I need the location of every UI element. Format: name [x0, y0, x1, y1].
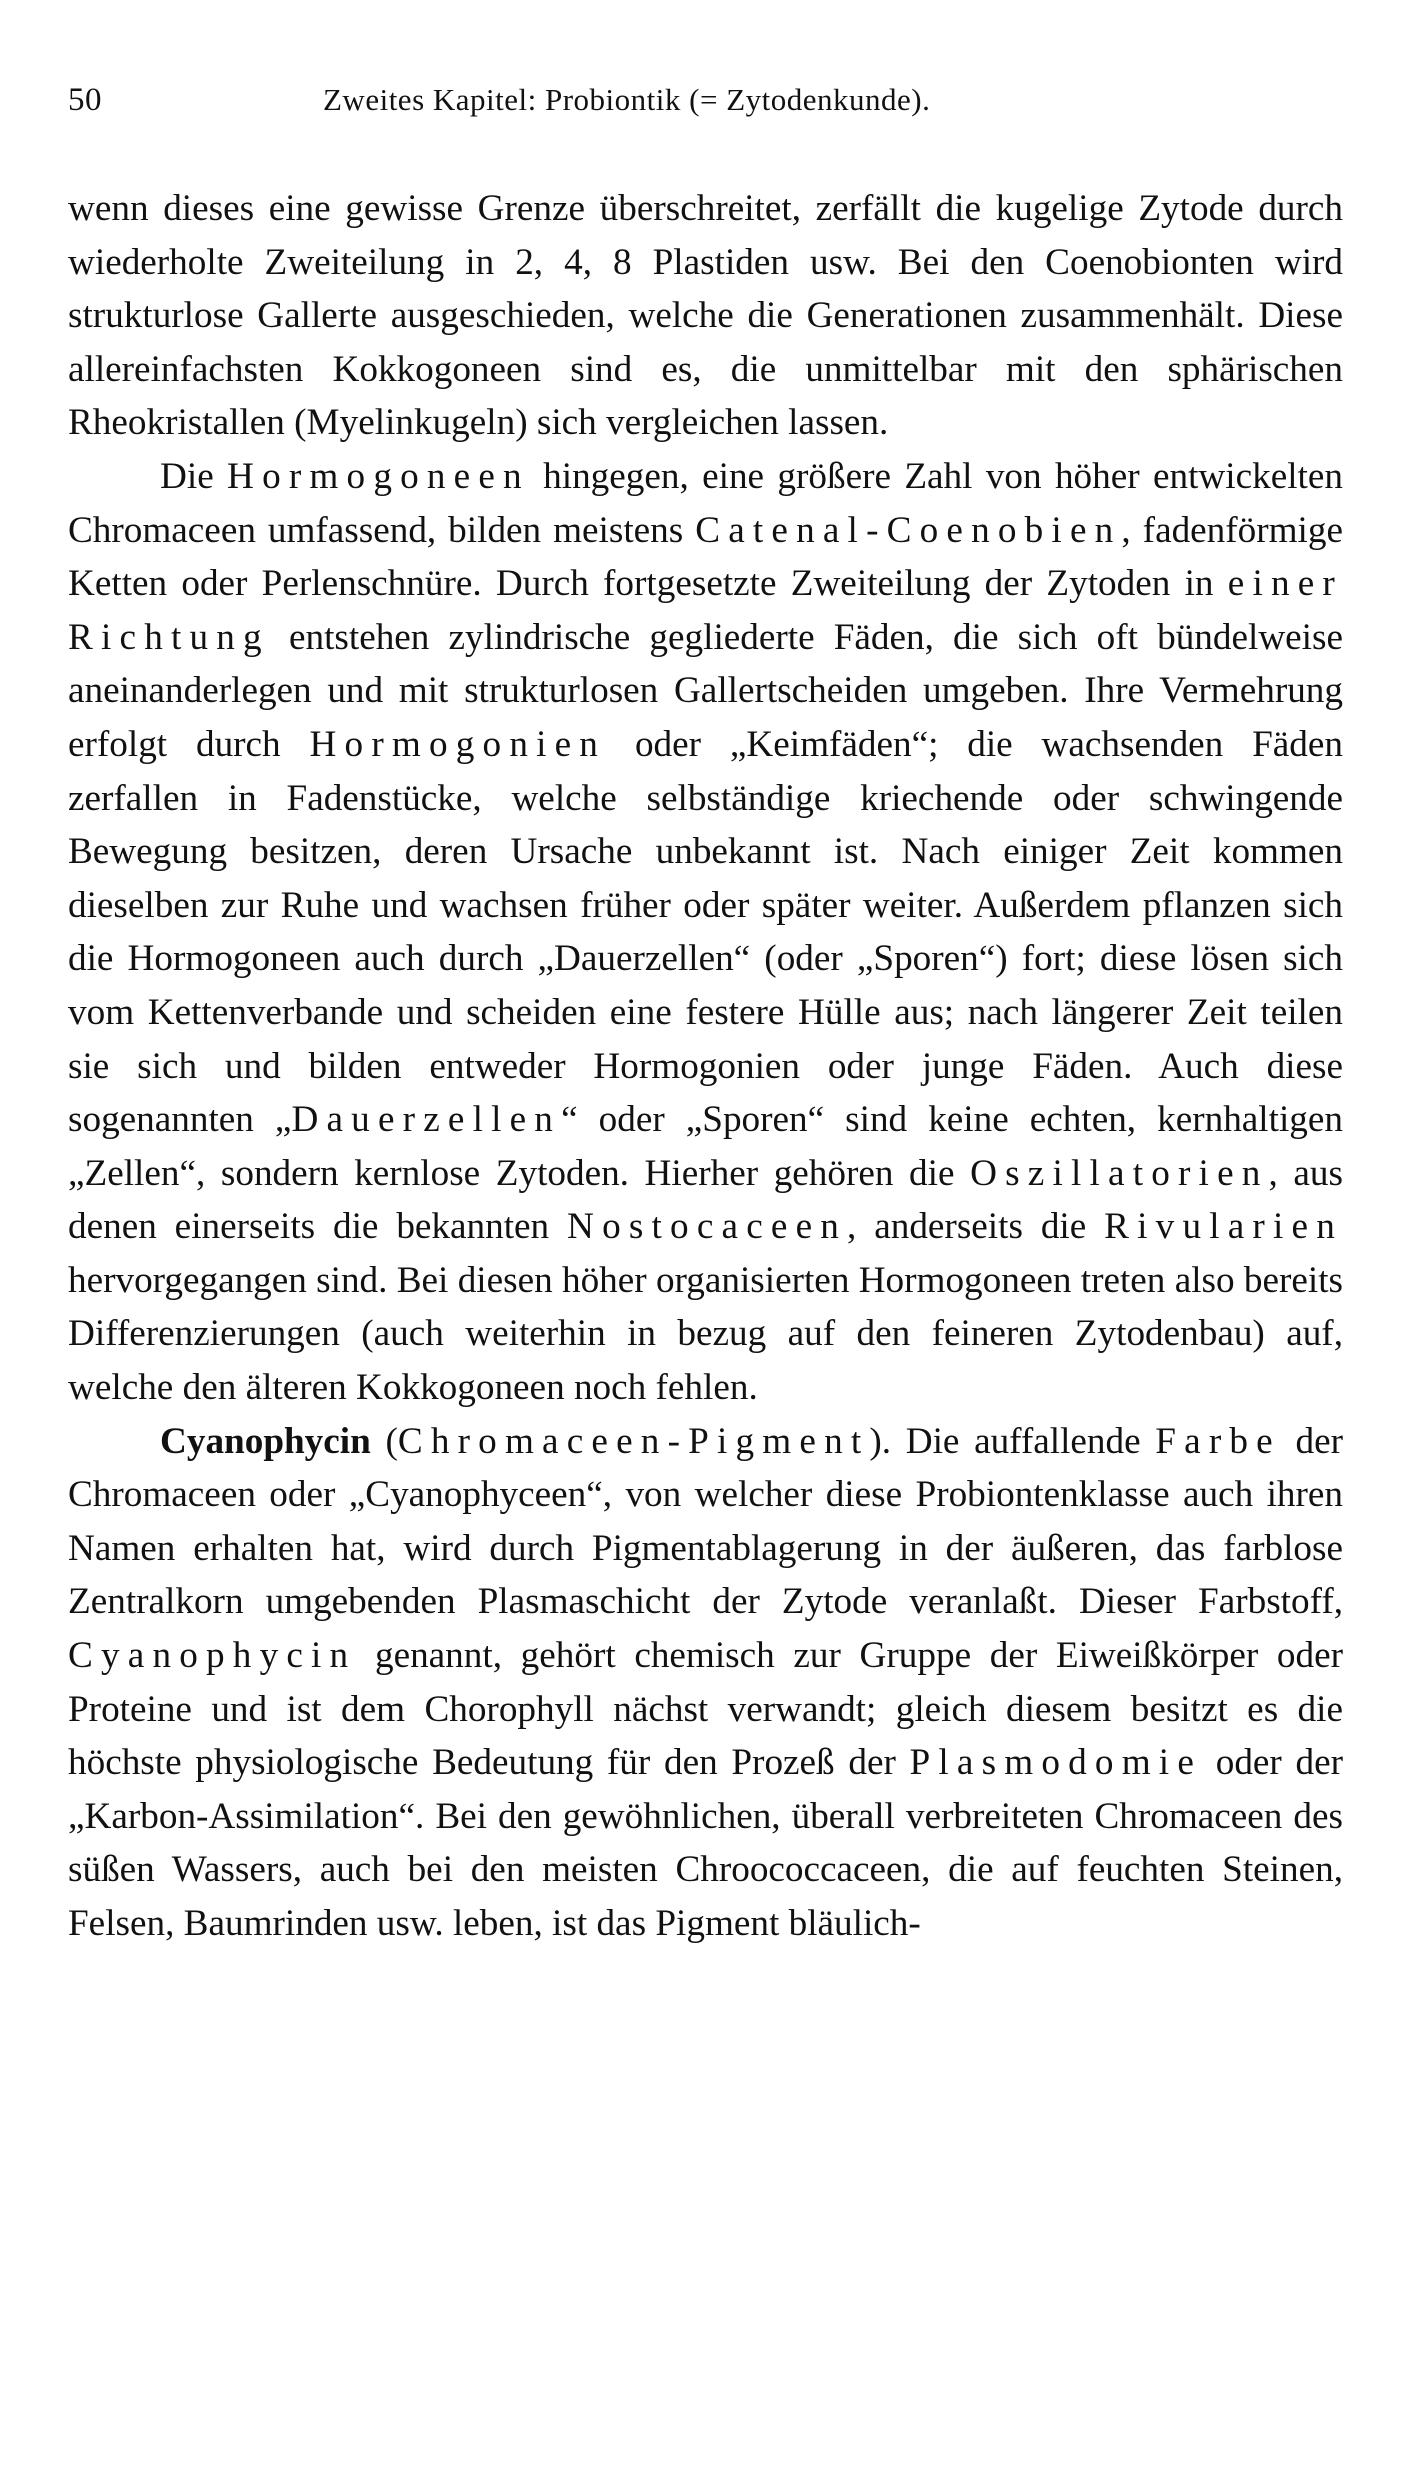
- text-run: genannt, gehört chemisch zur Gruppe der Eiweißkörper oder Proteine und ist dem Chorophyll nächst verwandt; gleich diesem besitzt es die höchste physiologische Bedeutung für den Prozeß der: [68, 1635, 1343, 1784]
- spaced-term: Chromaceen-Pigment: [397, 1420, 870, 1462]
- text-run: hervorgegangen sind. Bei diesen höher organisierten Hormogoneen treten also bereits Differenzierungen (auch weiterhin in bezug auf den feineren Zytodenbau) auf, welche den älteren Kokkogoneen noch fehlen.: [68, 1259, 1344, 1409]
- text-run: (: [370, 1420, 398, 1462]
- page-header: [68, 82, 1343, 142]
- page-number: 50: [68, 82, 102, 118]
- spaced-term: Hormogonien: [309, 723, 607, 765]
- paragraph: [68, 450, 1343, 1415]
- section-keyword: Cyanophycin: [160, 1420, 371, 1462]
- text-run: hingegen, eine größere Zahl von höher entwickelten Chromaceen umfassend, bilden meistens: [68, 455, 1343, 551]
- text-run: oder „Keimfäden“; die wachsenden Fäden zerfallen in Fadenstücke, welche selbständige kriechende oder schwingende Bewegung besitzen, deren Ursache unbekannt ist. Nach einiger Zeit kommen dieselben zur Ruhe und wachsen früher oder später weiter. Außerdem pflanzen sich die Hormogoneen auch durch „Dauerzellen“ (oder „Sporen“) fort; diese lösen sich vom Kettenverbande und scheiden eine festere Hülle aus; nach längerer Zeit teilen sie sich und bilden entweder Hormogonien oder junge Fäden. Auch diese sogenannten „: [68, 723, 1343, 1141]
- spaced-term: Catenal-Coenobien: [695, 509, 1122, 551]
- spaced-term: Farbe: [1155, 1420, 1281, 1462]
- text-run: , anderseits die: [847, 1206, 1105, 1248]
- spaced-term: Nostocaceen: [567, 1206, 848, 1248]
- paragraph: [68, 182, 1343, 450]
- text-run: “ oder „Sporen“ sind keine echten, kernhaltigen „Zellen“, sondern kernlose Zytoden. Hierher gehören die: [68, 1099, 1344, 1194]
- text-run: entstehen zylindrische gegliederte Fäden, die sich oft bündelweise aneinanderlegen und mit strukturlosen Gallertscheiden umgeben. Ihre Vermehrung erfolgt durch: [68, 616, 1343, 765]
- text-run: Die: [160, 455, 228, 497]
- spaced-term: Rivularien: [1104, 1206, 1343, 1248]
- paragraph: [68, 1415, 1343, 1951]
- text-run: oder der „Karbon-Assimilation“. Bei den gewöhnlichen, überall verbreiteten Chromaceen des süßen Wassers, auch bei den meisten Chroococcaceen, die auf feuchten Steinen, Felsen, Baumrinden usw. leben, ist das Pigment bläulich-: [68, 1742, 1343, 1944]
- spaced-term: Plasmodomie: [909, 1742, 1203, 1784]
- text-run: ). Die auffallende: [869, 1420, 1156, 1462]
- body-text: [68, 182, 1343, 1951]
- spaced-term: einer Richtung: [68, 563, 1343, 658]
- spaced-term: Dauerzellen: [291, 1099, 562, 1141]
- spaced-term: Hormogoneen: [227, 455, 530, 497]
- text-run: , aus denen einerseits die bekannten: [68, 1152, 1343, 1248]
- text-run: der Chromaceen oder „Cyanophyceen“, von welcher diese Probiontenklasse auch ihren Namen erhalten hat, wird durch Pigmentablagerung in der äußeren, das farblose Zentralkorn umgebenden Plasmaschicht der Zytode veranlaßt. Dieser Farbstoff,: [68, 1420, 1344, 1623]
- book-page: [68, 82, 1343, 2412]
- text-run: , fadenförmige Ketten oder Perlenschnüre. Durch fortgesetzte Zweiteilung der Zytoden in: [68, 509, 1343, 605]
- spaced-term: Oszillatorien: [970, 1152, 1269, 1194]
- spaced-term: Cyanophycin: [68, 1635, 357, 1677]
- text-run: wenn dieses eine gewisse Grenze überschreitet, zerfällt die kugelige Zytode durch wiederholte Zweiteilung in 2, 4, 8 Plastiden usw. Bei den Coenobionten wird strukturlose Gallerte ausgeschieden, welche die Generationen zusammenhält. Diese allereinfachsten Kokkogoneen sind es, die unmittelbar mit den sphärischen Rheokristallen (Myelinkugeln) sich vergleichen lassen.: [68, 188, 1343, 444]
- running-title: Zweites Kapitel: Probiontik (= Zytodenkunde).: [323, 82, 931, 117]
